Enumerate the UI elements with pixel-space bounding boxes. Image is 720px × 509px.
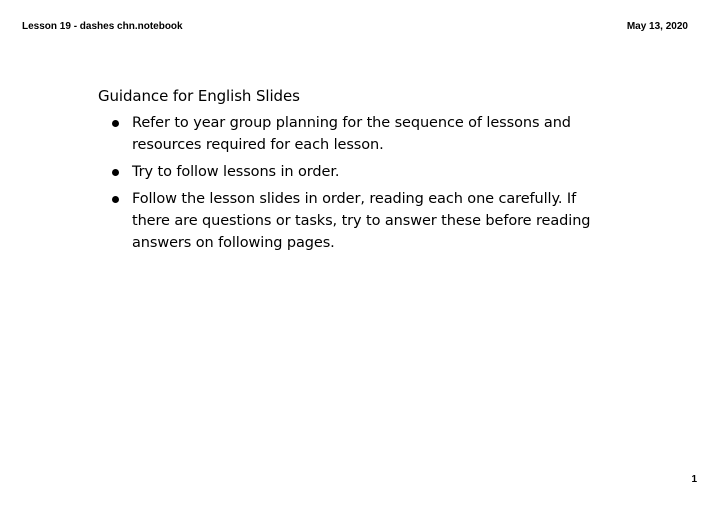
list-item: [98, 161, 618, 183]
list-item-text: Refer to year group planning for the sequence of lessons and resources required for each lesson.: [132, 115, 571, 153]
slide-heading: Guidance for English Slides: [98, 87, 300, 105]
bullet-icon: [112, 196, 119, 203]
page-number: 1: [691, 474, 697, 485]
list-item: [98, 188, 618, 254]
bullet-icon: [112, 169, 119, 176]
document-filename: Lesson 19 - dashes chn.notebook: [22, 21, 183, 32]
slide-content: [98, 85, 618, 259]
list-item-text: Try to follow lessons in order.: [132, 164, 340, 180]
bullet-icon: [112, 120, 119, 127]
list-item: [98, 112, 618, 156]
guidance-list: [98, 112, 618, 254]
list-item-text: Follow the lesson slides in order, reading each one carefully. If there are questions or tasks, try to answer these before reading answers on following pages.: [132, 191, 591, 251]
document-date: May 13, 2020: [626, 21, 688, 32]
